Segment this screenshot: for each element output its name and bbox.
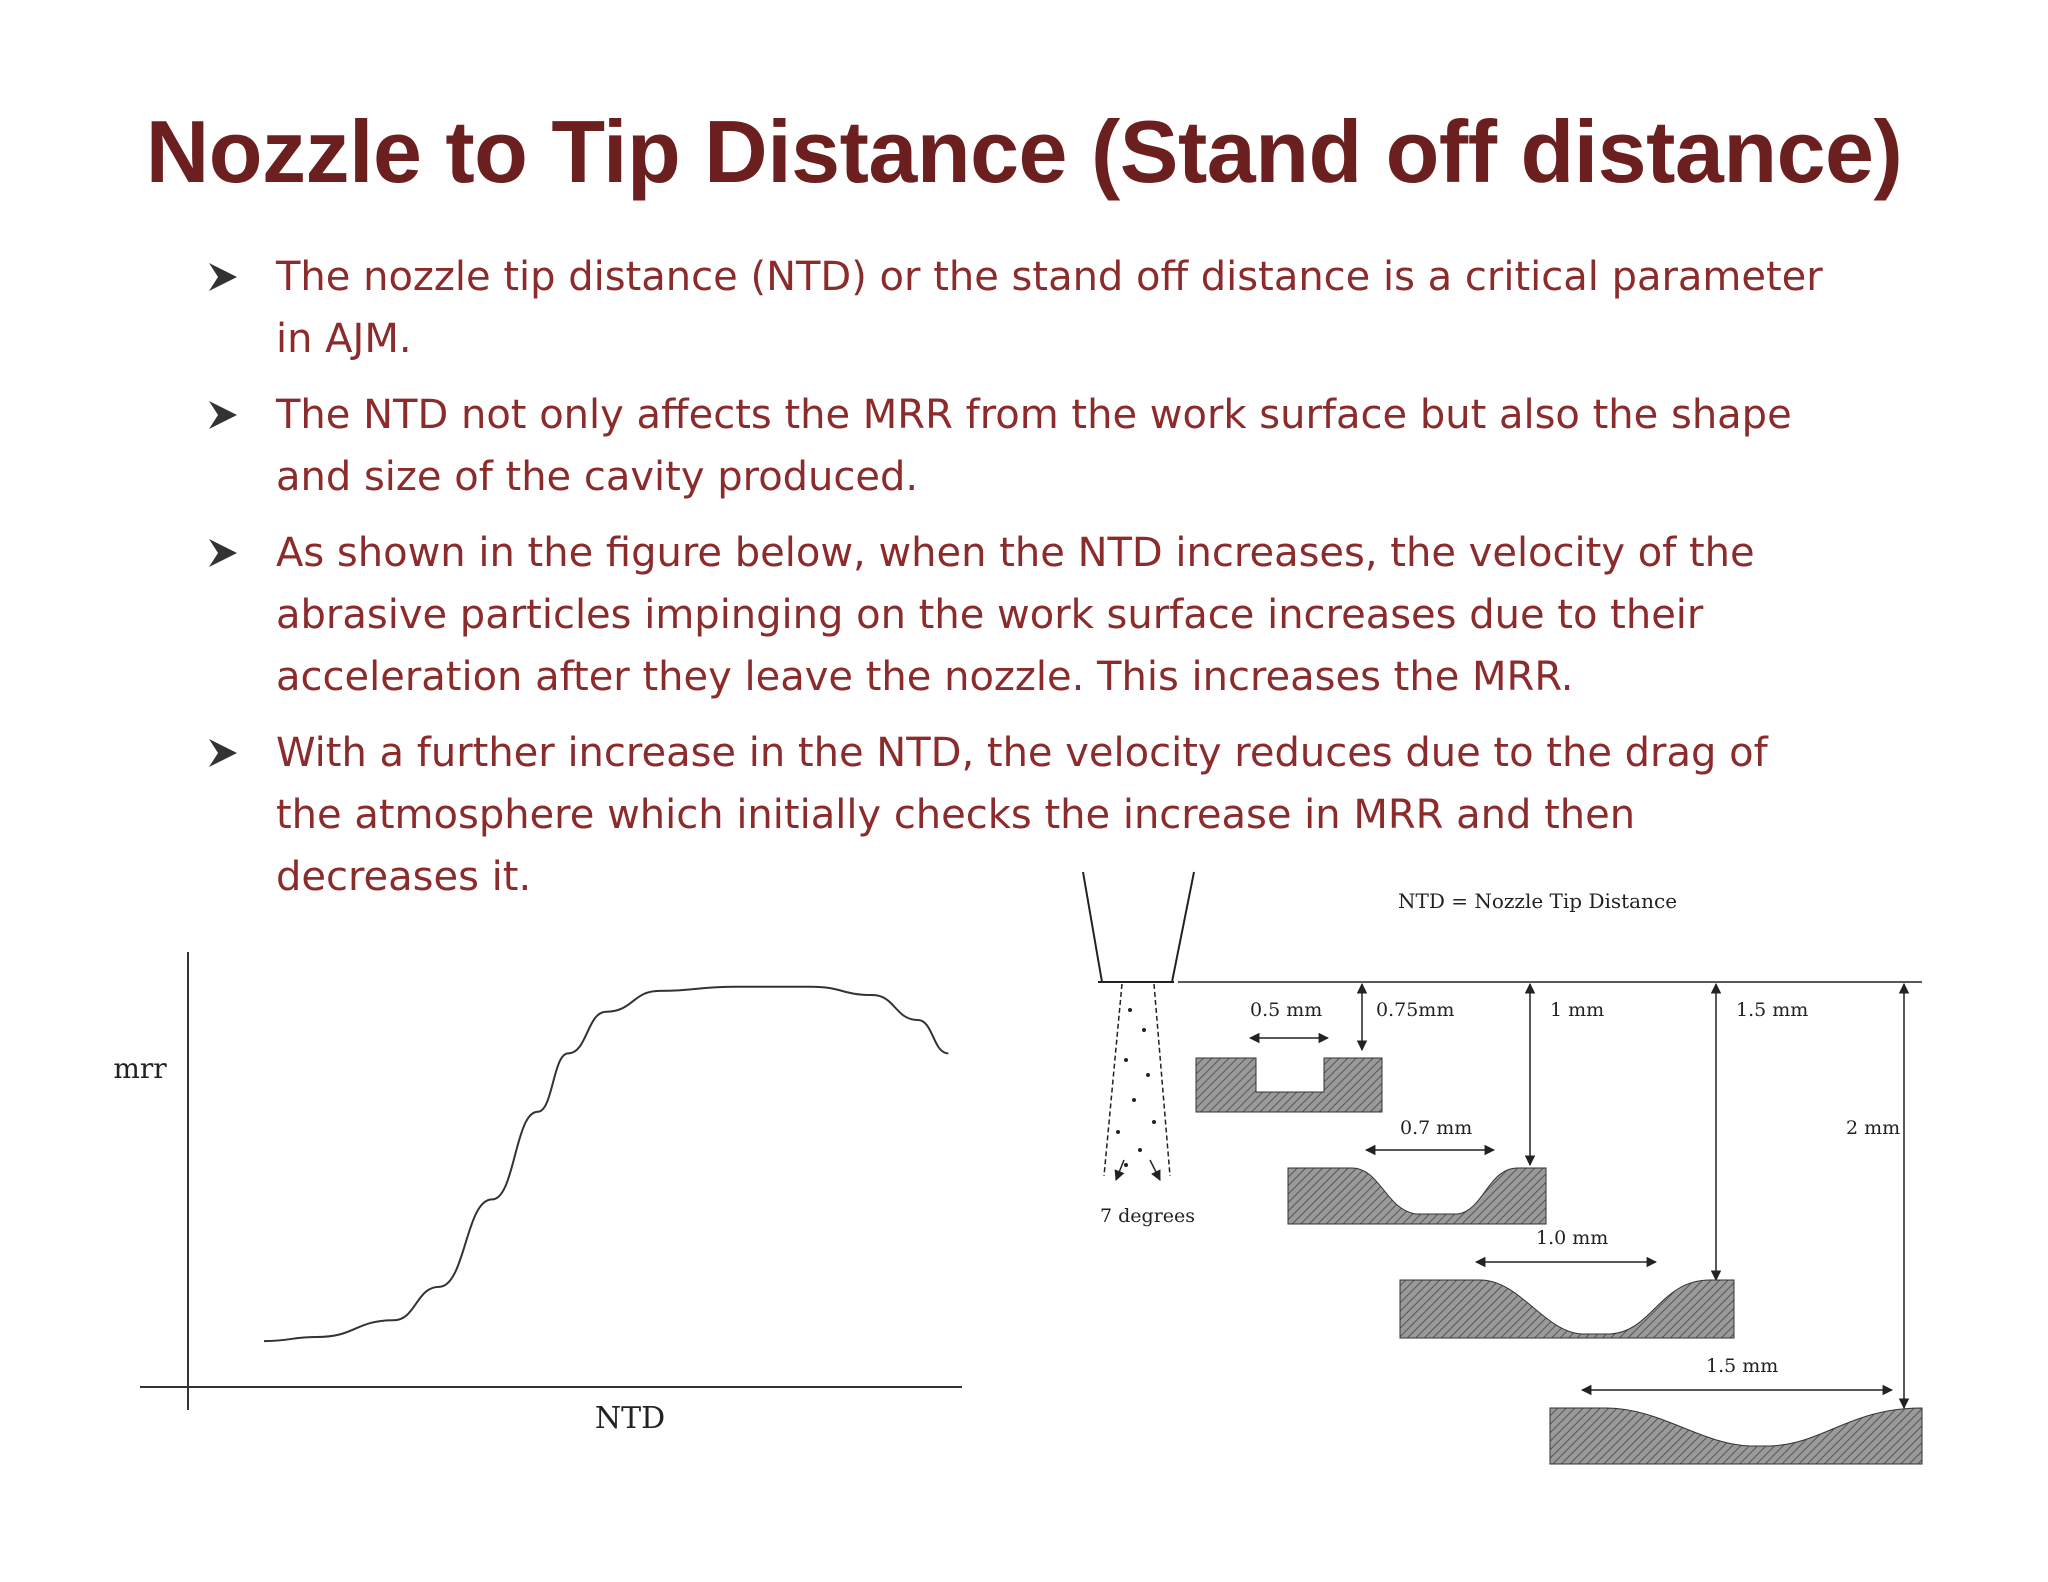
mrr-curve (264, 987, 948, 1341)
width-label: 1.0 mm (1536, 1227, 1609, 1249)
curve-group (264, 987, 948, 1341)
arrowhead-bullet-icon (206, 260, 240, 294)
ntd-cavity-diagram (1070, 860, 1970, 1480)
arrowhead-bullet-icon (206, 536, 240, 570)
workpiece-cavity (1288, 1168, 1546, 1224)
y-axis-label: mrr (113, 1052, 167, 1085)
bullet-list (206, 246, 1846, 922)
distance-label: 2 mm (1846, 1117, 1901, 1139)
abrasive-particles (1116, 1008, 1156, 1167)
bullet-text: As shown in the figure below, when the NTD increases, the velocity of the abrasive particles impinging on the work surface increases due to their acceleration after they leave the nozzle. This increases the MRR. (276, 530, 1755, 700)
bullet-item (206, 384, 1846, 508)
slide-title: Nozzle to Tip Distance (Stand off distance) (145, 102, 1903, 201)
bullet-item (206, 246, 1846, 370)
distance-label: 1.5 mm (1736, 999, 1809, 1021)
jet-left-edge (1104, 984, 1122, 1176)
width-label: 0.7 mm (1400, 1117, 1473, 1139)
distance-label: 1 mm (1550, 999, 1605, 1021)
nozzle-angle-label: 7 degrees (1100, 1205, 1196, 1227)
distance-label: 0.75mm (1376, 999, 1455, 1021)
x-axis-label: NTD (594, 1401, 666, 1436)
bullet-text: The nozzle tip distance (NTD) or the stand off distance is a critical parameter in AJM. (276, 254, 1823, 362)
workpiece-cavity (1196, 1058, 1382, 1112)
workpiece-cavity (1400, 1280, 1734, 1338)
nozzle (1083, 872, 1194, 982)
width-label: 1.5 mm (1706, 1355, 1779, 1377)
bullet-text: With a further increase in the NTD, the velocity reduces due to the drag of the atmosphere which initially checks the increase in MRR and then decreases it. (276, 730, 1768, 900)
bullet-item (206, 522, 1846, 708)
workpiece-cavity (1550, 1408, 1922, 1464)
jet-right-edge (1154, 984, 1170, 1176)
bullet-text: The NTD not only affects the MRR from the work surface but also the shape and size of the cavity produced. (276, 392, 1792, 500)
mrr-vs-ntd-chart (100, 940, 1000, 1440)
arrowhead-bullet-icon (206, 398, 240, 432)
arrowhead-bullet-icon (206, 736, 240, 770)
width-label: 0.5 mm (1250, 999, 1323, 1021)
diagram-legend: NTD = Nozzle Tip Distance (1398, 889, 1678, 913)
